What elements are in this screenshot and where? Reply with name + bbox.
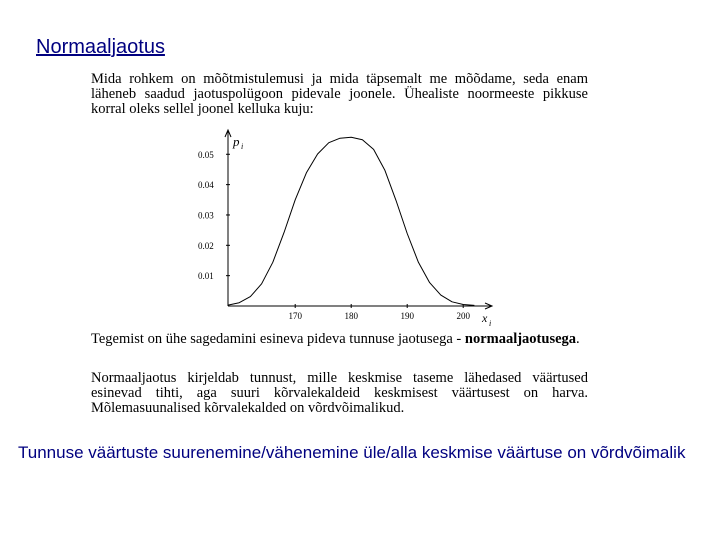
y-axis-label-subscript: i [241,142,244,151]
y-tick-label: 0.05 [198,149,214,160]
caption-end: . [576,331,580,347]
y-tick-label: 0.01 [198,271,214,282]
footer-statement: Tunnuse väärtuste suurenemine/vähenemine üle/alla keskmise väärtuse on võrdvõimalik [18,443,686,462]
y-axis-arrow [225,130,231,137]
y-axis-label: p [233,134,240,149]
x-axis-arrow [485,303,492,309]
caption-text: Tegemist on ühe sagedamini esineva pideva tunnuse jaotusega - [91,331,465,347]
caption-paragraph [91,332,588,347]
distribution-curve [228,137,474,305]
x-axis-label: x [482,311,488,325]
x-tick-label: 180 [344,311,358,321]
description-paragraph: Normaaljaotus kirjeldab tunnust, mille keskmise taseme lähedased väärtused esinevad tihti, aga suuri kõrvalekaldeid keskmisest väärtusest on harva. Mõlemasuunalised kõrvalekalded on võrdvõimalikud. [91,370,588,416]
y-tick-label: 0.02 [198,240,214,251]
x-axis-label-subscript: i [489,319,492,328]
y-tick-label: 0.04 [198,180,214,191]
intro-paragraph: Mida rohkem on mõõtmistulemusi ja mida täpsemalt me mõõdame, seda enam läheneb saadud jaotuspolügoon pidevale joonele. Ühealiste noormeeste pikkuse korral oleks sellel joonel kelluka kuju: [91,71,588,117]
caption-bold-term: normaaljaotusega [464,331,577,347]
x-tick-label: 200 [456,311,470,321]
x-tick-label: 170 [288,311,302,321]
slide-title: Normaaljaotus [36,36,165,58]
y-tick-label: 0.03 [198,210,214,221]
x-tick-label: 190 [400,311,414,321]
